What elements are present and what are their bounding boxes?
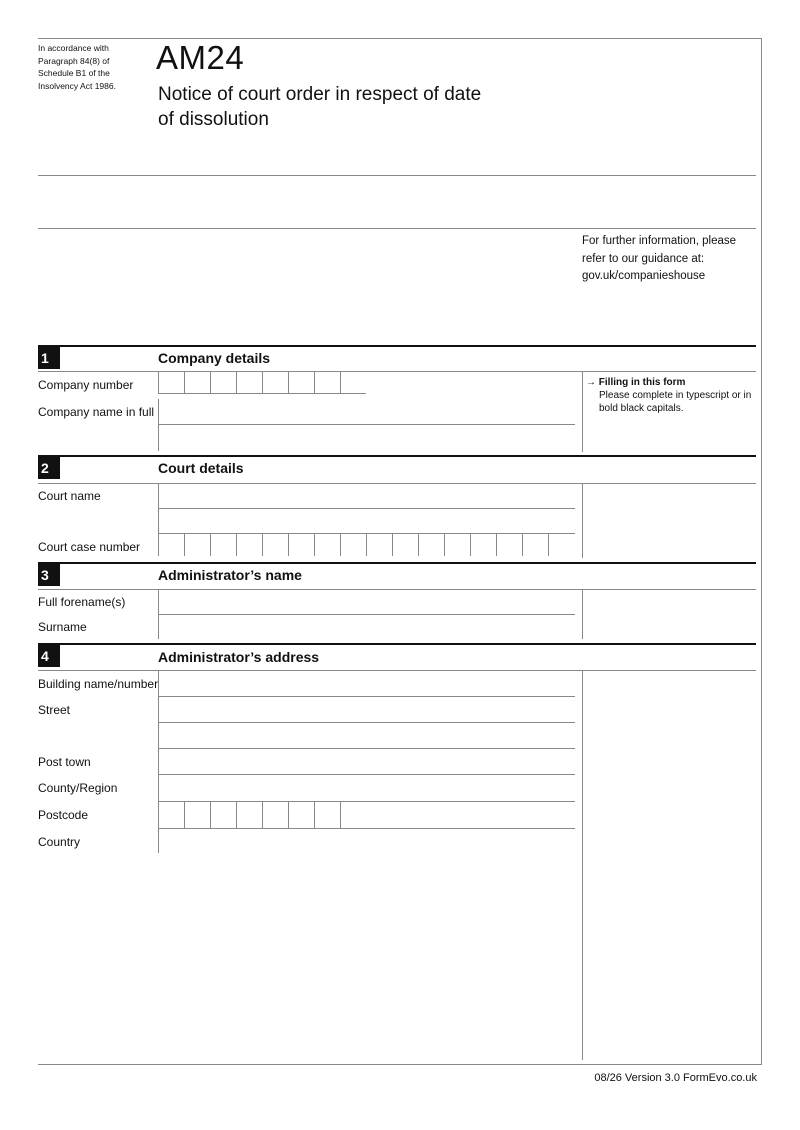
form-title-line: of dissolution	[158, 109, 269, 130]
company-name-input[interactable]	[158, 399, 575, 425]
post-town-input[interactable]	[158, 749, 575, 775]
char-box[interactable]	[210, 372, 235, 393]
char-box[interactable]	[262, 372, 287, 393]
surname-label: Surname	[38, 620, 87, 634]
section-number: 2	[38, 457, 60, 479]
section-number: 4	[38, 645, 60, 667]
char-box[interactable]	[184, 534, 209, 556]
section-title: Court details	[158, 460, 244, 476]
char-box[interactable]	[210, 534, 235, 556]
char-box[interactable]	[158, 534, 183, 556]
postcode-input[interactable]	[158, 802, 366, 829]
char-box[interactable]	[366, 534, 391, 556]
char-box[interactable]	[470, 534, 495, 556]
note-divider	[582, 484, 583, 558]
char-box[interactable]	[522, 534, 547, 556]
county-label: County/Region	[38, 781, 118, 795]
company-number-label: Company number	[38, 378, 134, 392]
postcode-label: Postcode	[38, 808, 89, 822]
version-footer: 08/26 Version 3.0 FormEvo.co.uk	[594, 1072, 757, 1084]
street-label: Street	[38, 703, 71, 717]
char-box[interactable]	[496, 534, 521, 556]
building-input[interactable]	[158, 671, 575, 697]
forenames-input[interactable]	[158, 590, 575, 615]
section-divider	[38, 562, 756, 564]
guidance-line: For further information, please	[582, 235, 737, 247]
char-box[interactable]	[158, 802, 183, 829]
court-case-number-label: Court case number	[38, 540, 141, 554]
header-divider	[38, 175, 756, 176]
court-name-label: Court name	[38, 489, 101, 503]
court-name-input-line2[interactable]	[158, 509, 575, 534]
country-input[interactable]	[158, 829, 575, 853]
char-box[interactable]	[262, 534, 287, 556]
char-box[interactable]	[288, 372, 313, 393]
char-box[interactable]	[158, 372, 183, 393]
char-box[interactable]	[288, 534, 313, 556]
company-name-input-line2[interactable]	[158, 425, 575, 451]
char-box[interactable]	[392, 534, 417, 556]
note-line: bold black capitals.	[599, 403, 684, 414]
surname-input[interactable]	[158, 615, 575, 639]
legal-line: In accordance with	[38, 43, 109, 53]
filling-note	[586, 376, 756, 415]
section-title: Company details	[158, 350, 271, 366]
char-box[interactable]	[184, 372, 209, 393]
char-box[interactable]	[548, 534, 573, 556]
court-name-input[interactable]	[158, 484, 575, 509]
char-box[interactable]	[340, 372, 365, 393]
right-border	[761, 38, 762, 1065]
company-name-label: Company name in full	[38, 405, 155, 419]
section-title: Administrator’s name	[158, 567, 302, 583]
note-line: Please complete in typescript or in	[599, 390, 752, 401]
form-code: AM24	[156, 39, 245, 76]
arrow-icon: →	[586, 377, 596, 388]
building-label: Building name/number	[38, 677, 159, 691]
char-box[interactable]	[444, 534, 469, 556]
legal-line: Paragraph 84(8) of	[38, 55, 110, 66]
form-title-line: Notice of court order in respect of date	[158, 84, 482, 105]
char-box[interactable]	[210, 802, 235, 829]
section-divider	[38, 643, 756, 645]
guidance-line[interactable]: gov.uk/companieshouse	[582, 270, 706, 282]
char-box[interactable]	[314, 802, 339, 829]
section-divider	[38, 345, 756, 347]
section-title: Administrator’s address	[158, 649, 320, 665]
country-label: Country	[38, 835, 81, 849]
court-case-number-input[interactable]	[158, 534, 574, 556]
section-divider	[38, 455, 756, 457]
forenames-label: Full forename(s)	[38, 595, 126, 609]
note-divider	[582, 671, 583, 1060]
char-box[interactable]	[262, 802, 287, 829]
header-divider	[38, 228, 756, 229]
char-box[interactable]	[340, 802, 365, 829]
street-input-line2[interactable]	[158, 723, 575, 749]
section-number: 1	[38, 347, 60, 369]
county-input[interactable]	[158, 775, 575, 802]
note-divider	[582, 590, 583, 639]
char-box[interactable]	[236, 372, 261, 393]
form-title	[158, 82, 518, 132]
top-border	[38, 38, 762, 39]
char-box[interactable]	[288, 802, 313, 829]
guidance-line: refer to our guidance at:	[582, 252, 705, 265]
note-divider	[582, 372, 583, 452]
char-box[interactable]	[314, 534, 339, 556]
company-number-input[interactable]	[158, 372, 366, 394]
legal-line: Insolvency Act 1986.	[38, 80, 116, 91]
legal-reference	[38, 42, 148, 92]
section-number: 3	[38, 564, 60, 586]
char-box[interactable]	[340, 534, 365, 556]
legal-line: Schedule B1 of the	[38, 68, 110, 78]
char-box[interactable]	[184, 802, 209, 829]
note-title: Filling in this form	[598, 377, 686, 388]
section-rule	[38, 371, 756, 372]
bottom-border	[38, 1064, 762, 1065]
note-heading	[586, 376, 756, 389]
guidance-text	[582, 233, 757, 286]
char-box[interactable]	[418, 534, 443, 556]
post-town-label: Post town	[38, 755, 91, 769]
char-box[interactable]	[236, 534, 261, 556]
char-box[interactable]	[236, 802, 261, 829]
street-input[interactable]	[158, 697, 575, 723]
char-box[interactable]	[314, 372, 339, 393]
